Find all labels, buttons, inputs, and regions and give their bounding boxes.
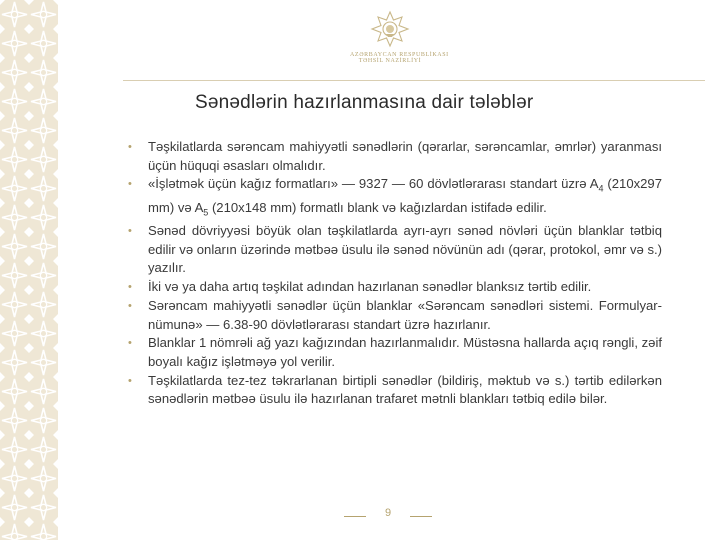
bullet-item — [128, 222, 662, 278]
bullet-line: Təşkilatlarda tez-tez təkrarlanan birtipli sənədlər (bildiriş, məktub və s.) — [148, 372, 570, 388]
bullet-line: hazırlanır. — [433, 316, 491, 332]
decorative-side-pattern — [0, 0, 58, 540]
state-emblem-icon — [370, 10, 410, 50]
bullet-line: edilir. — [560, 279, 592, 295]
bullet-item — [128, 278, 662, 297]
ornament-pattern-icon — [0, 0, 58, 540]
bullet-line: blankları tətbiq edilə bilər. — [459, 391, 608, 407]
bullet-line: «İşlətmək üçün kağız formatları» — 9327 — 60 dövlətlərarası standart — [148, 176, 558, 192]
bullet-line: üzrə $A_4$ (210x297 mm) və $A_5$ (210x148 mm) formatlı blank və — [148, 176, 662, 218]
bullet-item — [128, 138, 662, 175]
bullet-item — [128, 334, 662, 371]
footer-page-number — [344, 507, 432, 523]
bullet-item — [128, 372, 662, 409]
bullet-line: İki və ya daha artıq təşkilat adından hazırlanan sənədlər blanksız tərtib — [148, 279, 558, 295]
bullet-line: adı (qərar, protokol, əmr və s.) yazılır. — [148, 241, 663, 276]
bullet-line: tərtib edilərkən sənədlərin mətbəə üsulu ilə hazırlanan trafaret mətnli — [148, 372, 662, 407]
page-number: 9 — [384, 507, 392, 519]
bullet-list — [128, 138, 662, 409]
page-title: Sənədlərin hazırlanmasına dair tələblər — [195, 92, 534, 113]
bullet-line: Sərəncam mahiyyətli sənədlər üçün blanklar «Sərəncam sənədləri — [148, 297, 544, 313]
bullet-line: əmrlər) yaranması üçün hüquqi əsasları olmalıdır. — [148, 139, 663, 173]
bullet-line: Blanklar 1 nömrəli ağ yazı kağızından hazırlanmalıdır. Müstəsna — [148, 335, 521, 351]
bullet-item — [128, 297, 662, 334]
bullet-line: Təşkilatlarda sərəncam mahiyyətli sənədlərin (qərarlar, sərəncamlar, — [148, 139, 550, 154]
ministry-emblem — [350, 10, 449, 74]
page-number-rule-right — [410, 516, 432, 517]
header-divider — [123, 80, 705, 81]
bullet-line: hallarda açıq rəngli, zəif boyalı kağız işlətməyə yol verilir. — [148, 335, 663, 369]
bullet-line: kağızlardan istifadə edilir. — [399, 199, 547, 215]
org-name-line1: AZƏRBAYCAN RESPUBLİKASI — [350, 52, 449, 58]
bullet-line: Sənəd dövriyyəsi böyük olan təşkilatlarda ayrı-ayrı sənəd növləri üçün — [148, 223, 573, 239]
bullet-line: sistemi. Formulyar-nümunə» — 6.38-90 dövlətlərarası standart üzrə — [148, 297, 662, 332]
org-name-line2: TƏHSİL NAZİRLİYİ — [358, 58, 422, 64]
bullet-item — [128, 175, 662, 222]
bullet-line: blanklar tətbiq edilir və onların üzərində mətbəə üsulu ilə sənəd növünün — [148, 223, 662, 257]
